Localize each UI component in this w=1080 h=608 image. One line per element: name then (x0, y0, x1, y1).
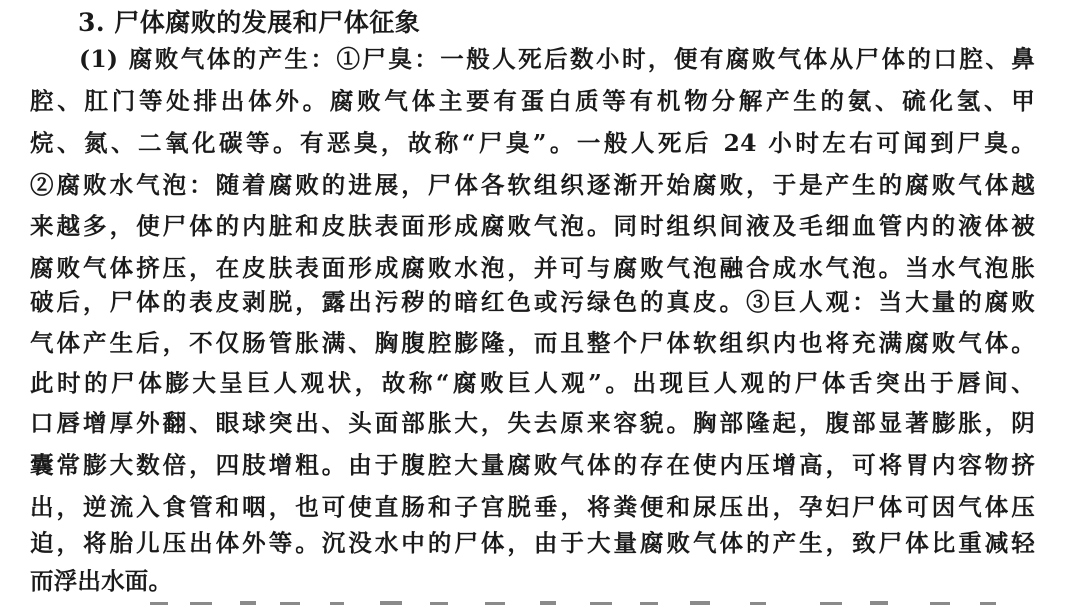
paragraph-line-9: 此时的尸体膨大呈巨人观状，故称“腐败巨人观”。出现巨人观的尸体舌突出于唇间、 (30, 369, 1035, 397)
paragraph-line-4: ②腐败水气泡：随着腐败的进展，尸体各软组织逐渐开始腐败，于是产生的腐败气体越 (30, 171, 1035, 199)
cropped-next-line (30, 600, 1035, 608)
paragraph-line-14: 而浮出水面。 (30, 567, 173, 595)
paragraph-line-13: 迫，将胎儿压出体外等。沉没水中的尸体，由于大量腐败气体的产生，致尸体比重减轻 (30, 529, 1035, 557)
section-heading: 3. 尸体腐败的发展和尸体征象 (78, 8, 421, 37)
paragraph-line-5: 来越多，使尸体的内脏和皮肤表面形成腐败气泡。同时组织间液及毛细血管内的液体被 (30, 212, 1035, 240)
paragraph-line-11: 囊常膨大数倍，四肢增粗。由于腹腔大量腐败气体的存在使内压增高，可将胃内容物挤 (30, 451, 1035, 479)
paragraph-line-8: 气体产生后，不仅肠管胀满、胸腹腔膨隆，而且整个尸体软组织内也将充满腐败气体。 (30, 329, 1035, 357)
paragraph-line-12: 出，逆流入食管和咽，也可使直肠和子宫脱垂，将粪便和尿压出，孕妇尸体可因气体压 (30, 493, 1035, 521)
paragraph-line-1: (1) 腐败气体的产生：①尸臭：一般人死后数小时，便有腐败气体从尸体的口腔、鼻 (79, 45, 1035, 73)
paragraph-line-6: 腐败气体挤压，在皮肤表面形成腐败水泡，并可与腐败气泡融合成水气泡。当水气泡胀 (30, 254, 1035, 282)
paragraph-line-7: 破后，尸体的表皮剥脱，露出污秽的暗红色或污绿色的真皮。③巨人观：当大量的腐败 (30, 288, 1035, 316)
paragraph-line-3: 烷、氮、二氧化碳等。有恶臭，故称“尸臭”。一般人死后 24 小时左右可闻到尸臭。 (30, 129, 1035, 157)
paragraph-line-10: 口唇增厚外翻、眼球突出、头面部胀大，失去原来容貌。胸部隆起，腹部显著膨胀，阴 (30, 409, 1035, 437)
cropped-text-fragment (30, 600, 1035, 608)
cropped-glyph-tops (30, 600, 1035, 608)
paragraph-line-2: 腔、肛门等处排出体外。腐败气体主要有蛋白质等有机物分解产生的氨、硫化氢、甲 (30, 87, 1035, 115)
